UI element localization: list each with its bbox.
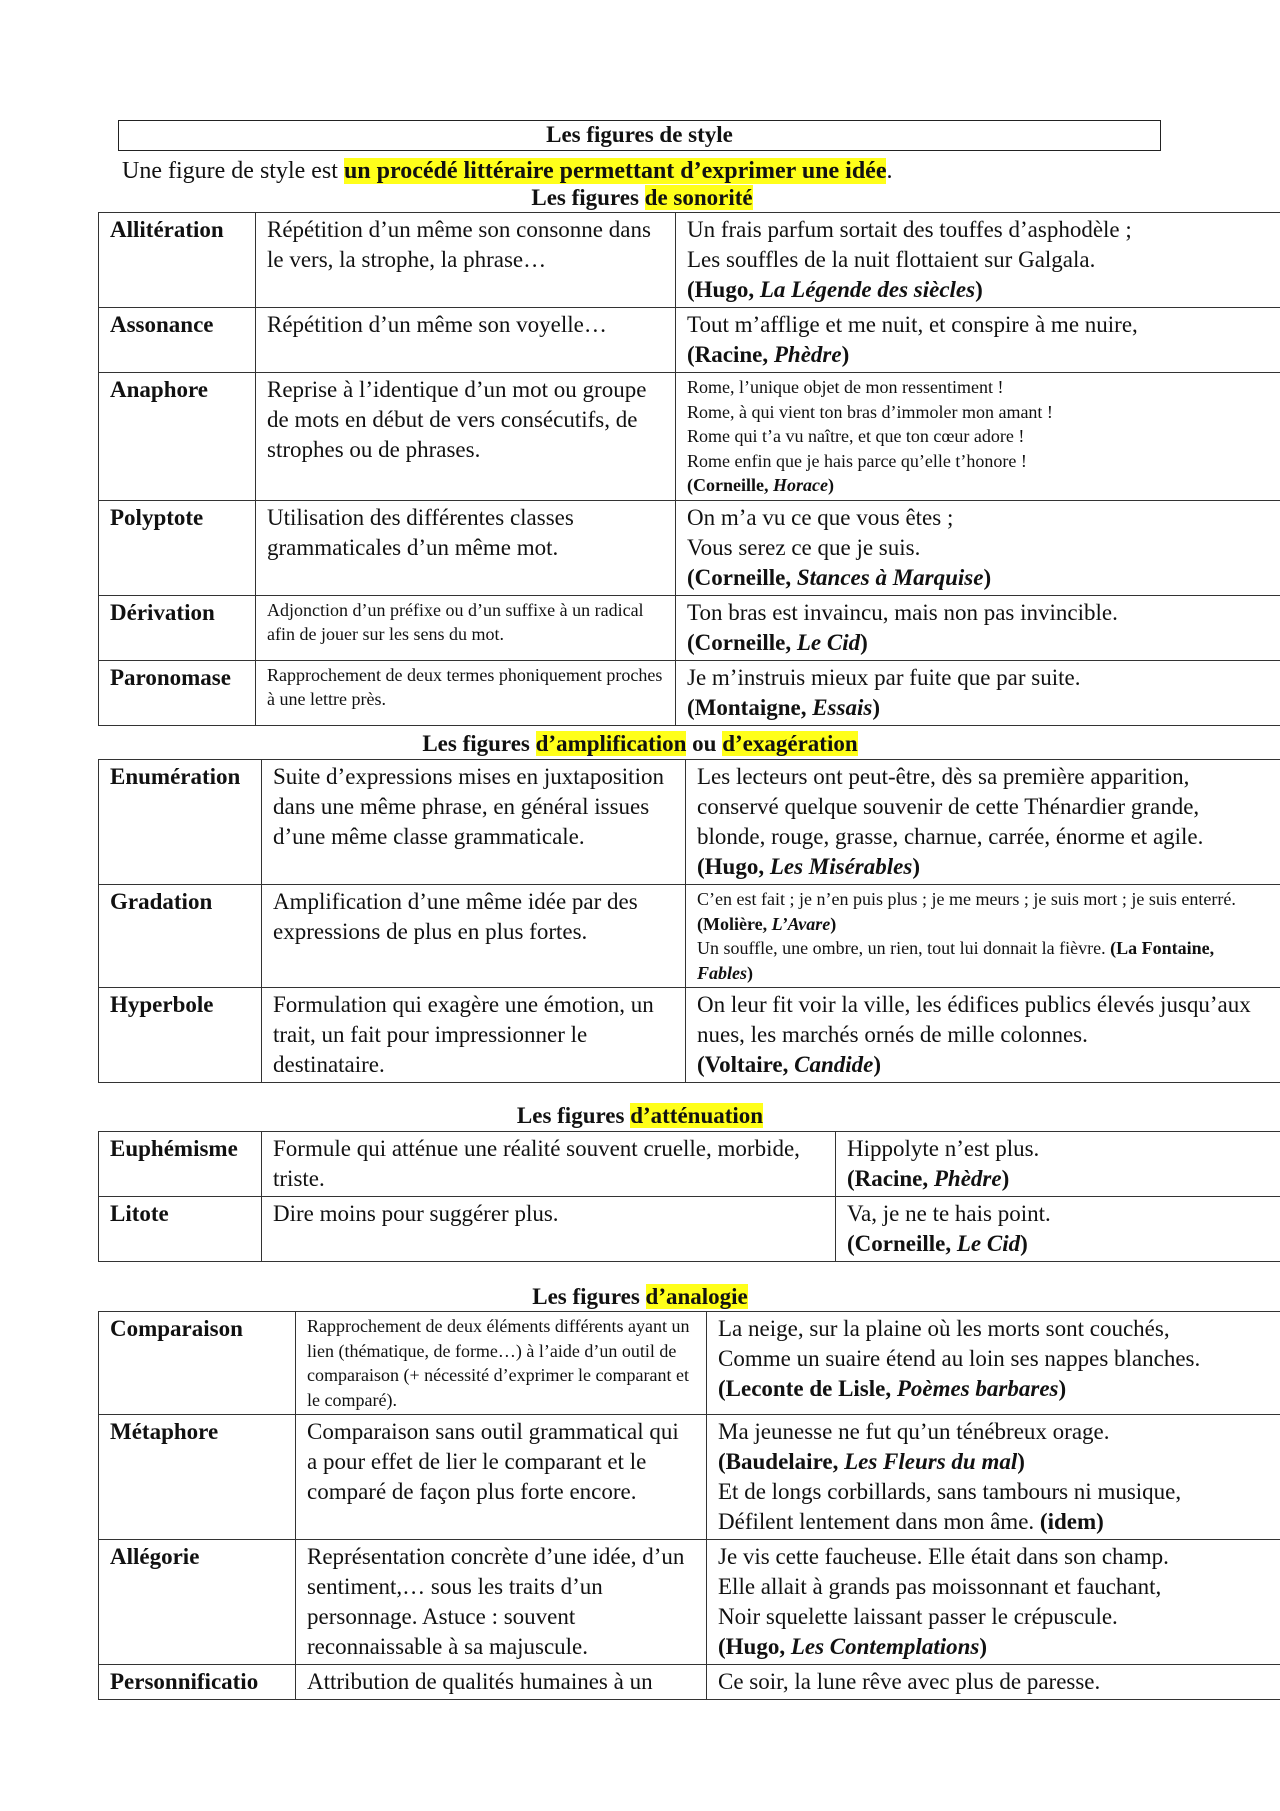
term-cell: Allitération (99, 213, 256, 308)
example-text: Je m’instruis mieux par fuite que par suite. (687, 664, 1081, 690)
section-title-attenuation (0, 1102, 1280, 1130)
example-source (687, 475, 834, 495)
example-source (847, 1231, 1028, 1256)
term-cell: Métaphore (99, 1415, 296, 1540)
source-author: (Montaigne, (687, 694, 813, 720)
table-row (99, 308, 1280, 373)
example-source (697, 854, 920, 879)
section-title-highlight: d’analogie (645, 1284, 748, 1309)
source-close: ) (983, 564, 992, 590)
table-sonorite (98, 212, 1280, 726)
example-text: Hippolyte n’est plus. (847, 1136, 1040, 1161)
term-cell: Personnificatio (99, 1665, 296, 1700)
table-row (99, 660, 1280, 725)
example-text: On m’a vu ce que vous êtes ; Vous serez ce que je suis. (687, 504, 954, 560)
source-close: ) (979, 1634, 988, 1659)
source-close: ) (1020, 1231, 1028, 1256)
table-row (99, 213, 1280, 308)
source-author: (Leconte de Lisle, (718, 1376, 897, 1401)
example-source (847, 1166, 1009, 1191)
section-title-highlight: de sonorité (644, 185, 753, 210)
example-cell (836, 1132, 1280, 1197)
section-title-text: Les figures (531, 185, 645, 210)
source-work: Phèdre (933, 1166, 1002, 1191)
definition-cell: Comparaison sans outil grammatical qui a pour effet de lier le comparant et le comparé de façon plus forte encore. (296, 1415, 707, 1540)
example-source (687, 342, 849, 367)
example-source (687, 277, 983, 302)
definition-cell: Rapprochement de deux éléments différents ayant un lien (thématique, de forme…) à l’aide d’un outil de comparaison (+ nécessité d’exprimer le comparant et le comparé). (296, 1312, 707, 1415)
table-row (99, 885, 1280, 988)
source-work: Horace (772, 475, 828, 495)
term-cell: Litote (99, 1197, 262, 1262)
source-close: ) (747, 962, 754, 983)
definition-cell: Adjonction d’un préfixe ou d’un suffixe à un radical afin de jouer sur les sens du mot. (256, 595, 676, 660)
example-cell (686, 885, 1280, 988)
term-cell: Gradation (99, 885, 262, 988)
source-work: Les Contemplations (790, 1634, 980, 1659)
source-author: (Corneille, (687, 475, 773, 495)
example-cell (707, 1415, 1280, 1540)
example-source (697, 914, 836, 934)
example-text: Ton bras est invaincu, mais non pas invincible. (687, 599, 1118, 625)
table-attenuation (98, 1131, 1280, 1262)
example-cell (676, 500, 1280, 595)
source-close: ) (860, 629, 868, 655)
source-close: ) (1001, 1166, 1010, 1191)
source-work: Les Misérables (769, 854, 913, 879)
source-close: ) (975, 277, 983, 302)
term-cell: Anaphore (99, 373, 256, 501)
example-cell (676, 660, 1280, 725)
source-work: La Légende des siècles (759, 277, 976, 302)
definition-cell: Utilisation des différentes classes grammaticales d’un même mot. (256, 500, 676, 595)
section-title-text: Les figures (516, 1103, 631, 1128)
definition-cell: Répétition d’un même son consonne dans le vers, la strophe, la phrase… (256, 213, 676, 308)
example-cell (836, 1197, 1280, 1262)
source-work: Poèmes barbares (896, 1376, 1059, 1401)
term-cell: Hyperbole (99, 988, 262, 1083)
source-work: Phèdre (773, 342, 842, 367)
example-cell (707, 1312, 1280, 1415)
example-source (687, 630, 868, 655)
source-author: (Hugo, (687, 277, 760, 302)
example-cell (707, 1540, 1280, 1665)
example-text: Je vis cette faucheuse. Elle était dans son champ. Elle allait à grands pas moissonnant et fauchant, Noir squelette laissant passer le crépuscule. (718, 1544, 1169, 1629)
section-title-highlight: d’atténuation (630, 1103, 764, 1128)
example-cell (707, 1665, 1280, 1700)
term-cell: Comparaison (99, 1312, 296, 1415)
source-author: (Baudelaire, (718, 1449, 845, 1474)
example-text: C’en est fait ; je n’en puis plus ; je me meurs ; je suis mort ; je suis enterré. (697, 889, 1236, 909)
table-row (99, 760, 1280, 885)
definition-cell: Dire moins pour suggérer plus. (262, 1197, 836, 1262)
source-close: ) (1017, 1449, 1025, 1474)
section-title-highlight: d’amplification (535, 731, 687, 756)
intro-highlight: un procédé littéraire permettant d’exprimer une idée (343, 158, 887, 184)
example-cell (676, 213, 1280, 308)
source-close: ) (830, 913, 837, 934)
term-cell: Euphémisme (99, 1132, 262, 1197)
example-text: Un souffle, une ombre, un rien, tout lui donnait la fièvre. (697, 938, 1106, 958)
example-text: Tout m’afflige et me nuit, et conspire à me nuire, (687, 312, 1138, 337)
section-title-text: Les figures (532, 1284, 646, 1309)
source-work: Le Cid (796, 629, 861, 655)
table-row (99, 500, 1280, 595)
source-work: Le Cid (956, 1231, 1021, 1256)
source-work: Les Fleurs du mal (844, 1449, 1018, 1474)
table-row (99, 595, 1280, 660)
source-work: Fables (697, 962, 748, 983)
intro-sentence (122, 156, 892, 186)
section-title-sonorite (0, 184, 1280, 212)
source-work: Stances à Marquise (796, 564, 984, 590)
example-text: Rome, l’unique objet de mon ressentiment ! Rome, à qui vient ton bras d’immoler mon amant ! Rome qui t’a vu naître, et que ton cœur adore ! Rome enfin que je hais parce qu’elle t’honore ! (687, 377, 1053, 471)
example-source: (idem) (1039, 1509, 1104, 1534)
intro-end: . (886, 158, 893, 184)
source-author: (Racine, (847, 1166, 934, 1191)
term-cell: Assonance (99, 308, 256, 373)
source-author: (Corneille, (847, 1231, 957, 1256)
example-source (687, 695, 880, 720)
section-title-text: Les figures (422, 731, 536, 756)
example-text: Un frais parfum sortait des touffes d’asphodèle ; Les souffles de la nuit flottaient sur Galgala. (687, 217, 1132, 272)
definition-cell: Répétition d’un même son voyelle… (256, 308, 676, 373)
example-cell (686, 988, 1280, 1083)
table-row (99, 1312, 1280, 1415)
example-source (718, 1449, 1025, 1474)
example-text: Ce soir, la lune rêve avec plus de paresse. (718, 1669, 1101, 1694)
source-author: (Corneille, (687, 564, 797, 590)
source-work: Essais (812, 694, 873, 720)
source-close: ) (841, 342, 850, 367)
source-author: (Racine, (687, 342, 774, 367)
table-row (99, 1540, 1280, 1665)
example-text: On leur fit voir la ville, les édifices publics élevés jusqu’aux nues, les marchés ornés de mille colonnes. (697, 992, 1251, 1047)
source-author: (La Fontaine, (1110, 938, 1215, 958)
table-amplification (98, 759, 1280, 1083)
source-author: (Voltaire, (697, 1052, 795, 1077)
table-analogie (98, 1311, 1280, 1700)
source-author: (Corneille, (687, 629, 797, 655)
page-title: Les figures de style (118, 120, 1161, 151)
source-close: ) (827, 475, 834, 495)
term-cell: Polyptote (99, 500, 256, 595)
term-cell: Allégorie (99, 1540, 296, 1665)
example-cell (686, 760, 1280, 885)
definition-cell: Rapprochement de deux termes phoniquement proches à une lettre près. (256, 660, 676, 725)
definition-cell: Attribution de qualités humaines à un (296, 1665, 707, 1700)
source-close: ) (873, 1052, 882, 1077)
source-author: (Hugo, (718, 1634, 791, 1659)
source-close: ) (1058, 1376, 1067, 1401)
term-cell: Dérivation (99, 595, 256, 660)
term-cell: Enumération (99, 760, 262, 885)
definition-cell: Formulation qui exagère une émotion, un trait, un fait pour impressionner le destinataire. (262, 988, 686, 1083)
example-source (687, 565, 991, 590)
definition-cell: Suite d’expressions mises en juxtaposition dans une même phrase, en général issues d’une même classe grammaticale. (262, 760, 686, 885)
definition-cell: Reprise à l’identique d’un mot ou groupe de mots en début de vers consécutifs, de strophes ou de phrases. (256, 373, 676, 501)
source-work: Candide (794, 1052, 874, 1077)
intro-text: Une figure de style est (122, 158, 344, 184)
source-close: ) (872, 694, 880, 720)
source-author: (Hugo, (697, 854, 770, 879)
source-work: L’Avare (771, 913, 831, 934)
example-cell (676, 595, 1280, 660)
table-row (99, 1665, 1280, 1700)
section-title-analogie (0, 1283, 1280, 1311)
definition-cell: Représentation concrète d’une idée, d’un sentiment,… sous les traits d’un personnage. Astuce : souvent reconnaissable à sa majuscule. (296, 1540, 707, 1665)
example-text: Ma jeunesse ne fut qu’un ténébreux orage. (718, 1419, 1110, 1444)
source-author: (Molière, (697, 913, 772, 934)
table-row (99, 988, 1280, 1083)
table-row (99, 373, 1280, 501)
example-source (697, 1052, 881, 1077)
table-row (99, 1132, 1280, 1197)
term-cell: Paronomase (99, 660, 256, 725)
table-row (99, 1415, 1280, 1540)
table-row (99, 1197, 1280, 1262)
source-close: ) (912, 854, 920, 879)
example-cell (676, 373, 1280, 501)
example-text: Les lecteurs ont peut-être, dès sa première apparition, conservé quelque souvenir de cette Thénardier grande, blonde, rouge, grasse, charnue, carrée, énorme et agile. (697, 764, 1204, 849)
section-title-amplification (0, 730, 1280, 758)
example-cell (676, 308, 1280, 373)
section-title-highlight: d’exagération (722, 731, 858, 756)
example-text: La neige, sur la plaine où les morts sont couchés, Comme un suaire étend au loin ses nappes blanches. (718, 1316, 1201, 1371)
example-text: Et de longs corbillards, sans tambours ni musique, Défilent lentement dans mon âme. (718, 1479, 1182, 1534)
example-text: Va, je ne te hais point. (847, 1201, 1051, 1226)
definition-cell: Formule qui atténue une réalité souvent cruelle, morbide, triste. (262, 1132, 836, 1197)
example-source (718, 1634, 987, 1659)
definition-cell: Amplification d’une même idée par des expressions de plus en plus fortes. (262, 885, 686, 988)
section-title-text: ou (686, 731, 723, 756)
example-source (718, 1376, 1066, 1401)
